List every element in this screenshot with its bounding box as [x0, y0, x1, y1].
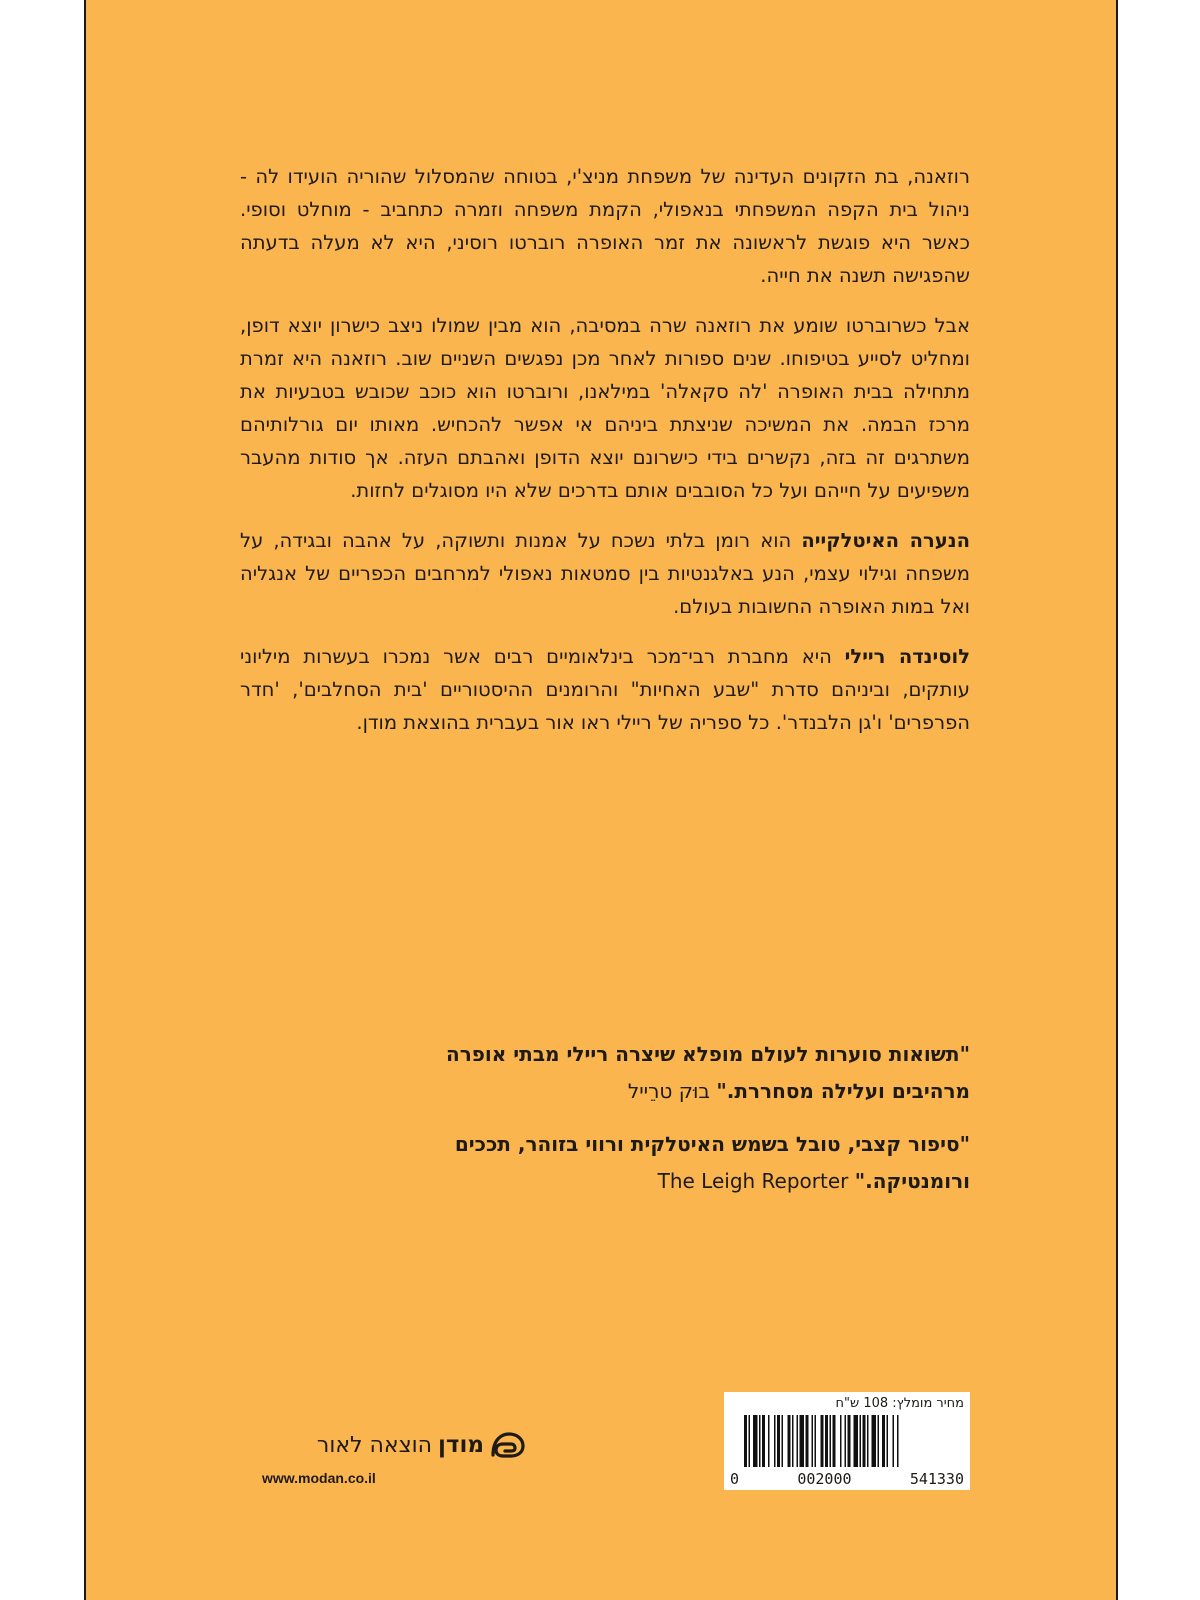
author-bio — [240, 640, 970, 739]
barcode-bar — [806, 1415, 809, 1467]
review-quote-1 — [430, 1036, 970, 1110]
barcode-bar — [893, 1415, 895, 1467]
publisher-name: מודן — [438, 1432, 484, 1458]
barcode-bar — [897, 1415, 899, 1467]
barcode-bar — [762, 1415, 765, 1467]
barcode-digits-mid: 002000 — [797, 1470, 852, 1488]
barcode-bar — [854, 1415, 859, 1467]
barcode-bar — [863, 1415, 866, 1467]
barcode-bar — [845, 1415, 847, 1467]
barcode-bar — [782, 1415, 784, 1467]
publisher-logo — [236, 1430, 526, 1500]
publisher-logo-row — [236, 1430, 526, 1460]
barcode-bar — [840, 1415, 842, 1467]
barcode-bar — [830, 1415, 832, 1467]
review-quotes — [430, 1036, 970, 1216]
review-quote-2 — [430, 1126, 970, 1200]
barcode-bar — [768, 1415, 770, 1467]
barcode-bar — [753, 1415, 758, 1467]
review-quote-1-text: "תשואות סוערות לעולם מופלא שיצרה ריילי מבתי אופרה מרהיבים ועלילה מסחררת." — [445, 1042, 970, 1103]
publisher-subtitle: הוצאה לאור — [316, 1432, 433, 1458]
author-name-inline: לוסינדה ריילי — [844, 645, 971, 668]
blurb-paragraph-2: אבל כשרוברטו שומע את רוזאנה שרה במסיבה, הוא מבין שמולו ניצב כישרון יוצא דופן, ומחליט לסייע בטיפוחו. שנים ספורות לאחר מכן נפגשים השניים שוב. רוזאנה היא זמרת מתחילה בבית האופרה 'לה סקאלה' במילאנו, ורוברטו הוא כוכב שכובש בטבעיות את מרכז הבמה. את המשיכה שניצתת ביניהם אי אפשר להכחיש. מאותו יום גורלותיהם משתרגים זה בזה, נקשרים בידי כישרונם יוצא הדופן ואהבתם העזה. אך סודות מהעבר משפיעים על חייהם ועל כל הסובבים אותם בדרכים שלא היו מסוגלים לחזות. — [240, 314, 970, 502]
barcode-digits — [730, 1471, 964, 1488]
barcode-digit-left: 0 — [730, 1470, 740, 1488]
book-title-inline: הנערה האיטלקייה — [801, 529, 971, 552]
barcode-bar — [797, 1415, 799, 1467]
barcode-panel — [724, 1392, 970, 1490]
author-bio-text: היא מחברת רבי־מכר בינלאומיים רבים אשר נמכרו בעשרות מיליוני עותקים, וביניהם סדרת "שבע האחיות" והרומנים ההיסטוריים 'בית הסחלבים', 'חדר הפרפרים' ו'גן הלבנדר'. כל ספריה של ריילי ראו אור בעברית בהוצאת מודן. — [240, 645, 970, 734]
barcode-bar — [759, 1415, 761, 1467]
barcode-digits-right: 541330 — [909, 1470, 964, 1488]
barcode-bar — [867, 1415, 869, 1467]
barcode-bar — [860, 1415, 862, 1467]
barcode-bar — [848, 1415, 851, 1467]
blurb-paragraph-3 — [240, 524, 970, 623]
barcode-bar — [878, 1415, 880, 1467]
review-quote-2-text: "סיפור קצבי, טובל בשמש האיטלקית ורווי בזוהר, תככים ורומנטיקה." — [454, 1132, 970, 1193]
blurb-paragraph-1: רוזאנה, בת הזקונים העדינה של משפחת מניצ'י, בטוחה שהמסלול שהוריה הועידו לה - ניהול בית הקפה המשפחתי בנאפולי, הקמת משפחה וזמרה כתחביב - מוחלט וסופי. כאשר היא פוגשת לראשונה את זמר האופרה רוברטו רוסיני, היא לא מעלה בדעתה שהפגישה תשנה את חייה. — [240, 165, 970, 287]
barcode-bars — [730, 1415, 964, 1467]
barcode-bar — [821, 1415, 824, 1467]
review-quote-2-source: The Leigh Reporter — [657, 1169, 849, 1193]
blurb-paragraph-3-text: הוא רומן בלתי נשכח על אמנות ותשוקה, על אהבה ובגידה, על משפחה וגילוי עצמי, הנע באלגנטיות בין סמטאות נאפולי למרחבים הכפריים של אנגליה ואל במות האופרה החשובות בעולם. — [240, 529, 970, 618]
publisher-url: www.modan.co.il — [262, 1470, 376, 1486]
barcode-bar — [825, 1415, 828, 1467]
barcode-bar — [777, 1415, 780, 1467]
price-label: מחיר מומלץ: 108 ש"ח — [835, 1396, 964, 1411]
barcode-bar — [815, 1415, 817, 1467]
barcode-bar — [788, 1415, 791, 1467]
barcode-bar — [792, 1415, 794, 1467]
barcode-bar — [774, 1415, 776, 1467]
barcode-bar — [872, 1415, 877, 1467]
review-quote-1-source: בוּק טרֵייל — [627, 1079, 710, 1103]
publisher-mark-icon — [490, 1430, 526, 1460]
barcode-bar — [800, 1415, 805, 1467]
barcode-bar — [749, 1415, 751, 1467]
barcode-bar — [887, 1415, 889, 1467]
blurb-text — [240, 160, 970, 756]
barcode-bar — [882, 1415, 885, 1467]
barcode-bar — [744, 1415, 747, 1467]
barcode-bar — [812, 1415, 814, 1467]
barcode-bar — [833, 1415, 836, 1467]
